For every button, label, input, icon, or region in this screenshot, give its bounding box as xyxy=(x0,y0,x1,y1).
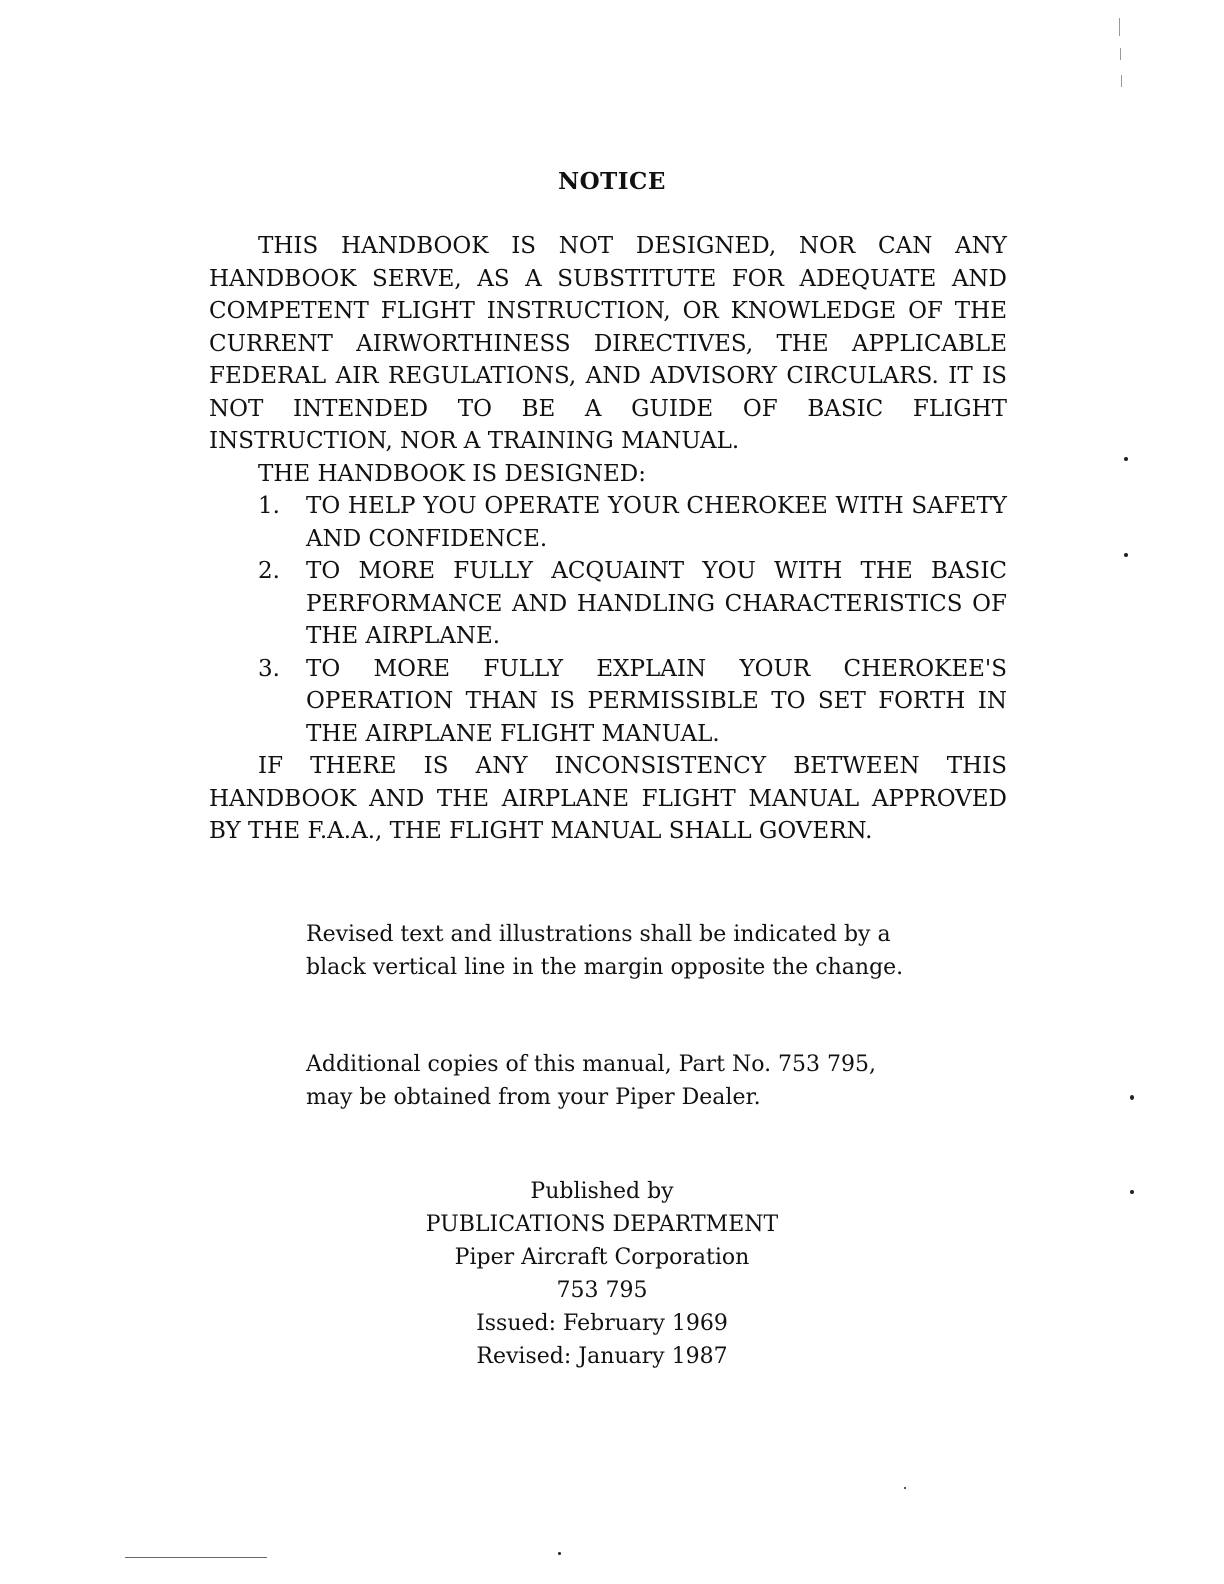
scan-mark xyxy=(1120,48,1121,60)
notice-designed-intro: THE HANDBOOK IS DESIGNED: xyxy=(258,460,646,487)
list-item-text: TO MORE FULLY EXPLAIN YOUR CHEROKEE'S OPERATION THAN IS PERMISSIBLE TO SET FORTH IN THE AIRPLANE FLIGHT MANUAL. xyxy=(306,655,1007,747)
scan-speck xyxy=(1130,1190,1134,1194)
notice-body xyxy=(209,230,1007,848)
notice-title: NOTICE xyxy=(558,168,666,195)
list-item xyxy=(209,555,1007,653)
revision-note xyxy=(306,918,926,984)
notice-disclaimer-paragraph: THIS HANDBOOK IS NOT DESIGNED, NOR CAN ANY HANDBOOK SERVE, AS A SUBSTITUTE FOR ADEQUATE AND COMPETENT FLIGHT INSTRUCTION, OR KNOWLEDGE OF THE CURRENT AIRWORTHINESS DIRECTIVES, THE APPLICABLE FEDERAL AIR REGULATIONS, AND ADVISORY CIRCULARS. IT IS NOT INTENDED TO BE A GUIDE OF BASIC FLIGHT INSTRUCTION, NOR A TRAINING MANUAL. xyxy=(209,233,1007,454)
list-item-number: 3. xyxy=(258,655,280,682)
copies-note-line: may be obtained from your Piper Dealer. xyxy=(306,1085,761,1110)
scan-speck xyxy=(1124,553,1128,557)
scan-mark xyxy=(1121,75,1122,87)
list-item-number: 2. xyxy=(258,558,280,584)
scan-speck xyxy=(558,1552,561,1555)
issued-date: Issued: February 1969 xyxy=(476,1311,728,1336)
published-by: Published by xyxy=(530,1179,674,1204)
footer-rule xyxy=(125,1557,267,1558)
list-item xyxy=(209,653,1007,751)
notice-purpose-list xyxy=(209,490,1007,750)
revision-note-line: black vertical line in the margin opposite the change. xyxy=(306,955,904,980)
publication-info xyxy=(0,1175,1204,1373)
scan-speck xyxy=(1124,457,1128,461)
scan-mark xyxy=(1119,18,1120,36)
list-item-text: TO MORE FULLY ACQUAINT YOU WITH THE BASIC PERFORMANCE AND HANDLING CHARACTERISTICS OF THE AIRPLANE. xyxy=(306,558,1007,649)
scan-speck xyxy=(904,1487,906,1489)
revised-date: Revised: January 1987 xyxy=(476,1344,728,1369)
publications-department: PUBLICATIONS DEPARTMENT xyxy=(425,1212,779,1237)
list-item-text: TO HELP YOU OPERATE YOUR CHEROKEE WITH SAFETY AND CONFIDENCE. xyxy=(306,493,1007,552)
list-item xyxy=(209,490,1007,555)
notice-closing-paragraph: IF THERE IS ANY INCONSISTENCY BETWEEN THIS HANDBOOK AND THE AIRPLANE FLIGHT MANUAL APPROVED BY THE F.A.A., THE FLIGHT MANUAL SHALL GOVERN. xyxy=(209,753,1007,844)
part-number: 753 795 xyxy=(556,1278,648,1303)
company-name: Piper Aircraft Corporation xyxy=(454,1245,750,1270)
revision-note-line: Revised text and illustrations shall be indicated by a xyxy=(306,922,891,947)
copies-note-line: Additional copies of this manual, Part No. 753 795, xyxy=(306,1052,877,1077)
scan-speck xyxy=(1130,1095,1134,1100)
list-item-number: 1. xyxy=(258,493,280,519)
copies-note xyxy=(306,1048,926,1114)
